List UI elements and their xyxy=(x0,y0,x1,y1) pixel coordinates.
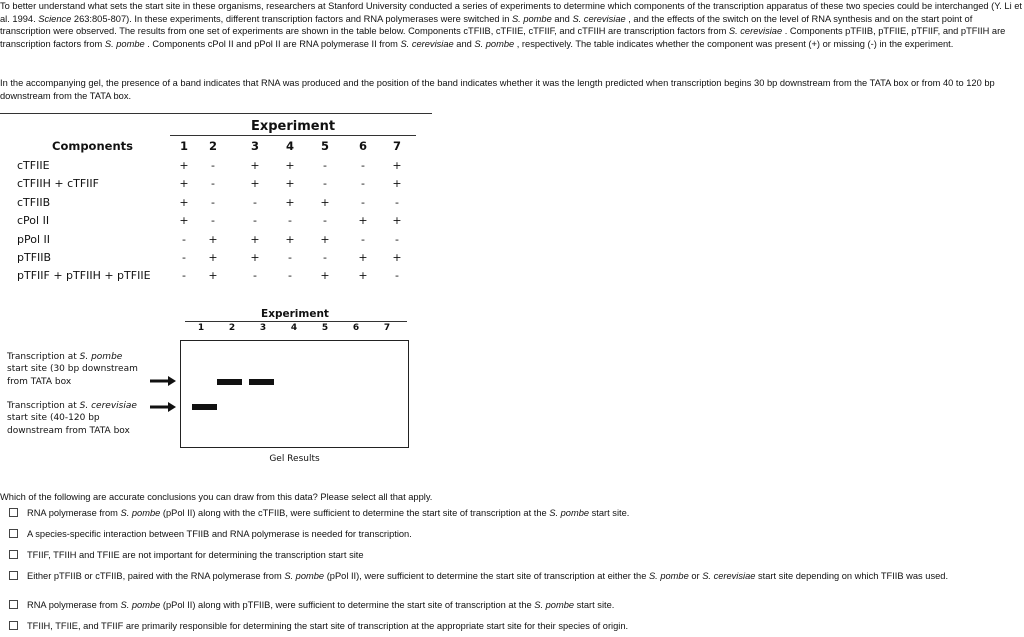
table-cell: + xyxy=(179,159,189,172)
gel-diagram xyxy=(0,305,440,470)
table-experiment-heading: Experiment xyxy=(250,119,336,134)
table-cell: - xyxy=(361,233,365,246)
table-column-number: 4 xyxy=(285,139,294,153)
option-label: A species-specific interaction between TFIIB and RNA polymerase is needed for transcription. xyxy=(27,529,412,539)
table-cell: - xyxy=(288,269,292,282)
label-cerevisiae-prefix: Transcription at xyxy=(7,401,80,411)
intro-text-4: . Components pTFIIB, pTFIIE, pTFIIF, and pTFIIH are transcription factors from xyxy=(0,26,1006,50)
intro-text-6: and xyxy=(453,39,475,50)
table-cell: - xyxy=(182,269,186,282)
checkbox[interactable] xyxy=(9,571,18,580)
table-cell: - xyxy=(361,159,365,172)
table-cell: - xyxy=(253,196,257,209)
table-cell: + xyxy=(250,159,260,172)
table-cell: - xyxy=(211,159,215,172)
table-cell: + xyxy=(285,233,295,246)
checkbox[interactable] xyxy=(9,508,18,517)
intro-text-2: 263:805-807). In these experiments, different transcription factors and RNA polymerases were switched in xyxy=(71,13,512,24)
table-cell: - xyxy=(288,251,292,264)
arrow-right-icon xyxy=(150,402,176,412)
intro-paragraph xyxy=(0,0,1022,51)
table-cell: - xyxy=(361,177,365,190)
table-cell: - xyxy=(211,214,215,227)
table-row-label: cTFIIH + cTFIIF xyxy=(17,177,99,190)
table-cell: + xyxy=(179,214,189,227)
table-cell: + xyxy=(179,196,189,209)
table-cell: + xyxy=(320,196,330,209)
table-cell: - xyxy=(361,196,365,209)
table-cell: - xyxy=(211,196,215,209)
option-label: RNA polymerase from S. pombe (pPol II) along with the cTFIIB, were sufficient to determine the start site of transcription at the S. pombe start site. xyxy=(27,508,630,518)
intro-text-3: , and the effects of the switch on the level of RNA synthesis and on the start point of transcription were observed. The results from one set of experiments are shown in the table below. Components cTFIIB, cTFIIE, cTFIIF, and cTFIIH are transcription factors from xyxy=(0,13,973,37)
table-cell: - xyxy=(323,159,327,172)
label-cerevisiae-species: S. cerevisiae xyxy=(79,401,137,411)
gel-caption: Gel Results xyxy=(269,454,320,464)
gel-lane-number: 1 xyxy=(197,323,205,333)
table-cell: + xyxy=(358,251,368,264)
table-cell: + xyxy=(358,269,368,282)
table-cell: - xyxy=(182,251,186,264)
gel-band xyxy=(192,404,217,410)
table-cell: + xyxy=(250,251,260,264)
table-cell: - xyxy=(211,177,215,190)
table-cell: - xyxy=(253,269,257,282)
table-cell: - xyxy=(395,233,399,246)
table-experiment-rule xyxy=(170,135,416,136)
intro-and: and xyxy=(551,13,573,24)
table-cell: + xyxy=(358,214,368,227)
table-column-number: 7 xyxy=(392,139,401,153)
gel-band xyxy=(249,379,274,385)
gel-lane-number: 4 xyxy=(290,323,298,333)
species-pombe: S. pombe xyxy=(104,39,145,50)
intro-text-5: . Components cPol II and pPol II are RNA polymerase II from xyxy=(144,39,401,50)
table-cell: - xyxy=(323,177,327,190)
table-top-rule xyxy=(0,113,432,114)
table-row-label: cPol II xyxy=(17,214,50,227)
table-column-number: 2 xyxy=(208,139,217,153)
species-pombe: S. pombe xyxy=(511,13,552,24)
gel-box xyxy=(180,340,409,448)
table-cell: + xyxy=(250,177,260,190)
table-column-number: 5 xyxy=(320,139,329,153)
checkbox[interactable] xyxy=(9,550,18,559)
table-cell: + xyxy=(179,177,189,190)
gel-lane-number: 3 xyxy=(259,323,267,333)
table-cell: + xyxy=(208,269,218,282)
table-cell: - xyxy=(323,214,327,227)
table-cell: - xyxy=(253,214,257,227)
table-cell: + xyxy=(392,214,402,227)
species-cerevisiae: S. cerevisiae xyxy=(728,26,783,37)
intro-text-1: To better understand what sets the start site in these organisms, researchers at Stanford University conducted a series of experiments to determine which components of the transcription apparatus of these two species could be interchanged (Y. Li et al. 1994. xyxy=(0,1,1023,24)
table-row-label: cTFIIB xyxy=(17,196,51,209)
gel-lane-number: 5 xyxy=(321,323,329,333)
table-cell: + xyxy=(208,251,218,264)
table-cell: - xyxy=(323,251,327,264)
table-column-number: 3 xyxy=(250,139,259,153)
option-label: TFIIH, TFIIE, and TFIIF are primarily responsible for determining the start site of transcription at the appropriate start site for their species of origin. xyxy=(27,621,629,631)
label-pombe-suffix: start site (30 bp downstream from TATA box xyxy=(7,364,138,387)
option-label: TFIIF, TFIIH and TFIIE are not important for determining the transcription start site xyxy=(27,550,364,560)
species-cerevisiae: S. cerevisiae xyxy=(400,39,454,50)
table-cell: - xyxy=(395,196,399,209)
checkbox[interactable] xyxy=(9,529,18,538)
checkbox[interactable] xyxy=(9,600,18,609)
table-cell: - xyxy=(288,214,292,227)
table-cell: + xyxy=(285,159,295,172)
gel-experiment-heading: Experiment xyxy=(261,308,329,320)
table-cell: + xyxy=(250,233,260,246)
table-cell: + xyxy=(392,159,402,172)
table-row-label: pPol II xyxy=(17,233,50,246)
table-column-number: 6 xyxy=(358,139,367,153)
table-cell: + xyxy=(392,251,402,264)
table-cell: - xyxy=(182,233,186,246)
option-label: RNA polymerase from S. pombe (pPol II) along with pTFIIB, were sufficient to determine the start site of transcription at the S. pombe start site. xyxy=(27,600,615,610)
species-cerevisiae: S. cerevisiae xyxy=(572,13,626,24)
species-pombe: S. pombe xyxy=(474,39,515,50)
table-cell: + xyxy=(392,177,402,190)
table-row-label: pTFIIF + pTFIIH + pTFIIE xyxy=(17,269,151,282)
gel-experiment-rule xyxy=(185,321,407,322)
table-cell: + xyxy=(208,233,218,246)
gel-intro-paragraph: In the accompanying gel, the presence of a band indicates that RNA was produced and the position of the band indicates whether it was the length predicted when transcription begins 30 bp downstream from the TATA box or from 40 to 120 bp downstream from the TATA box. xyxy=(0,78,995,101)
journal-name: Science xyxy=(38,13,72,24)
arrow-right-icon xyxy=(150,376,176,386)
table-cell: + xyxy=(285,196,295,209)
question-prompt: Which of the following are accurate conclusions you can draw from this data? Please select all that apply. xyxy=(0,492,433,502)
table-column-number: 1 xyxy=(179,139,188,153)
table-components-heading: Components xyxy=(52,139,133,153)
gel-band xyxy=(217,379,242,385)
table-cell: + xyxy=(320,233,330,246)
table-row-label: cTFIIE xyxy=(17,159,50,172)
table-cell: + xyxy=(320,269,330,282)
intro-text-7: , respectively. The table indicates whether the component was present (+) or missing (-) in the experiment. xyxy=(514,39,954,50)
table-cell: + xyxy=(285,177,295,190)
gel-lane-number: 7 xyxy=(383,323,391,333)
label-cerevisiae-suffix: start site (40-120 bp downstream from TATA box xyxy=(7,413,130,436)
gel-lane-number: 6 xyxy=(352,323,360,333)
experiment-table xyxy=(0,113,432,288)
label-pombe-prefix: Transcription at xyxy=(7,352,80,362)
gel-lane-number: 2 xyxy=(228,323,236,333)
option-label: Either pTFIIB or cTFIIB, paired with the RNA polymerase from S. pombe (pPol II), were sufficient to determine the start site of transcription at either the S. pombe or S. cerevisiae start site depending on which TFIIB was used. xyxy=(27,571,949,581)
checkbox[interactable] xyxy=(9,621,18,630)
label-cerevisiae-start-site xyxy=(7,400,149,437)
label-pombe-start-site xyxy=(7,351,149,388)
table-cell: - xyxy=(395,269,399,282)
label-pombe-species: S. pombe xyxy=(79,352,123,362)
table-row-label: pTFIIB xyxy=(17,251,52,264)
